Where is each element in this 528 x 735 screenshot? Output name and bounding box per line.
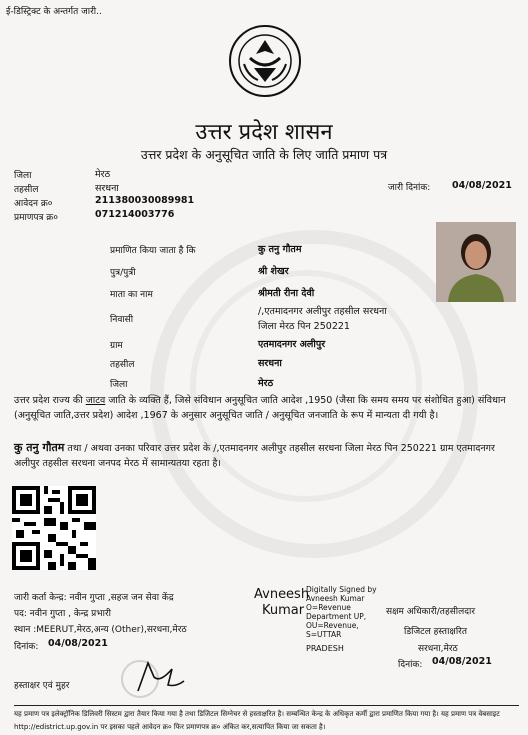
issuing-centre: जारी कर्ता केन्द्र: नवीन गुप्ता ,सहज जन सेवा केंद्र (14, 593, 174, 603)
district-label: जिला (14, 171, 32, 181)
detail-district-value: मेरठ (258, 378, 274, 389)
page-subtitle: उत्तर प्रदेश के अनुसूचित जाति के लिए जाति प्रमाण पत्र (140, 147, 388, 162)
authority-place: सरधना,मेरठ (418, 644, 458, 654)
sign-and-seal-label: हस्ताक्षर एवं मुहर (14, 681, 70, 691)
village-label: ग्राम (110, 341, 123, 351)
digital-signature-details (306, 585, 377, 639)
caste-statement (14, 393, 519, 423)
up-emblem-icon (228, 24, 302, 98)
applicant-photo (436, 222, 516, 302)
ds-line: O=Revenue (306, 603, 351, 612)
issuer-date-value: 04/08/2021 (48, 638, 108, 649)
issuer-post: पद: नवीन गुप्ता , केन्द्र प्रभारी (14, 609, 111, 619)
applicant-name: कु तनु गौतम (258, 244, 302, 255)
certificate-number: 071214003776 (95, 209, 175, 220)
top-note: ई-डिस्ट्रिक्ट के अन्तर्गत जारी.. (6, 7, 102, 17)
digital-signature-pradesh: PRADESH (306, 644, 344, 653)
certified-label: प्रमाणित किया जाता है कि (110, 246, 196, 256)
ds-line: S=UTTAR (306, 630, 342, 639)
resident-label: निवासी (110, 315, 134, 325)
caste-statement-suffix: जाति के व्यक्ति हैं, जिसे संविधान अनुसूचित जाति आदेश ,1950 (जैसा कि समय समय पर संशोधित हुआ) संविधान (अनुसूचित जाति,उत्तर प्रदेश) आदेश ,1967 के अनुसार अनुसूचित जाति / अनुसूचित जनजाति के रूप में मान्यता दी गयी है। (14, 395, 506, 421)
resident-address-line2: जिला मेरठ पिन 250221 (258, 321, 350, 332)
application-number: 211380030089981 (95, 195, 195, 206)
ds-line: OU=Revenue, (306, 621, 359, 630)
qr-code-icon (12, 486, 96, 570)
ds-line: Digitally Signed by (306, 585, 377, 594)
digital-signer-name-line1: Avneesh (254, 587, 310, 602)
mother-name: श्रीमती रीना देवी (258, 288, 315, 299)
residence-statement (14, 440, 519, 471)
stamp-signature-icon (120, 655, 190, 699)
authority-digital-sign: डिजिटल हस्ताक्षरित (404, 627, 467, 637)
detail-tehsil-value: सरधना (258, 358, 282, 369)
residence-statement-text: तथा / अथवा उनका परिवार उत्तर प्रदेश के /,एतमादनगर अलीपुर तहसील सरधना जिला मेरठ पिन 250221 ग्राम एतमादनगर अलीपुर तहसील सरधना जनपद मेरठ में सामान्यतया रहता है। (14, 443, 495, 469)
tehsil-value: सरधना (95, 183, 119, 194)
parent-label: पुत्र/पुत्री (110, 268, 136, 278)
authority-date-label: दिनांक: (398, 660, 423, 670)
authority-date-value: 04/08/2021 (432, 656, 492, 667)
district-value: मेरठ (95, 169, 111, 180)
footer-note: यह प्रमाण पत्र इलेक्ट्रॉनिक डिलिवरी सिस्टम द्वारा तैयार किया गया है तथा डिजिटल सिग्नेचर से हस्ताक्षरित है। सम्बन्धित केन्द्र के अधिकृत कर्मी द्वारा प्रमाणित किया गया है। यह प्रमाण पत्र वेबसाइट http://edistrict.up.gov.in पर इसका पहले आवेदन क्र० फिर प्रमाणपत्र क्र० अंकित कर,सत्यापित किया जा सकता है। (14, 705, 519, 734)
mother-label: माता का नाम (110, 290, 153, 300)
authority-title: सक्षम अधिकारी/तहसीलदार (386, 607, 476, 617)
application-label: आवेदन क्र० (14, 199, 53, 209)
ds-line: Avneesh Kumar (306, 594, 365, 603)
person-photo-icon (436, 222, 516, 302)
issue-date-label: जारी दिनांक: (388, 183, 431, 193)
ds-line: Department UP, (306, 612, 367, 621)
issue-date-value: 04/08/2021 (452, 180, 512, 191)
village-value: एतमादनगर अलीपुर (258, 339, 326, 350)
caste-name: जाटव (85, 395, 106, 406)
digital-signer-name-line2: Kumar (262, 603, 305, 618)
detail-district-label: जिला (110, 380, 128, 390)
certificate-label: प्रमाणपत्र क्र० (14, 213, 58, 223)
detail-tehsil-label: तहसील (110, 360, 135, 370)
resident-address-line1: /,एतमादनगर अलीपुर तहसील सरधना (258, 306, 387, 317)
residence-applicant-name: कु तनु गौतम (14, 441, 65, 454)
caste-statement-prefix: उत्तर प्रदेश राज्य की (14, 395, 83, 406)
father-name: श्री शेखर (258, 266, 289, 277)
issuer-date-label: दिनांक: (14, 642, 39, 652)
page-title: उत्तर प्रदेश शासन (195, 120, 333, 145)
tehsil-label: तहसील (14, 185, 39, 195)
issuer-place: स्थान :MEERUT,मेरठ,अन्य (Other),सरधना,मेरठ (14, 625, 187, 635)
